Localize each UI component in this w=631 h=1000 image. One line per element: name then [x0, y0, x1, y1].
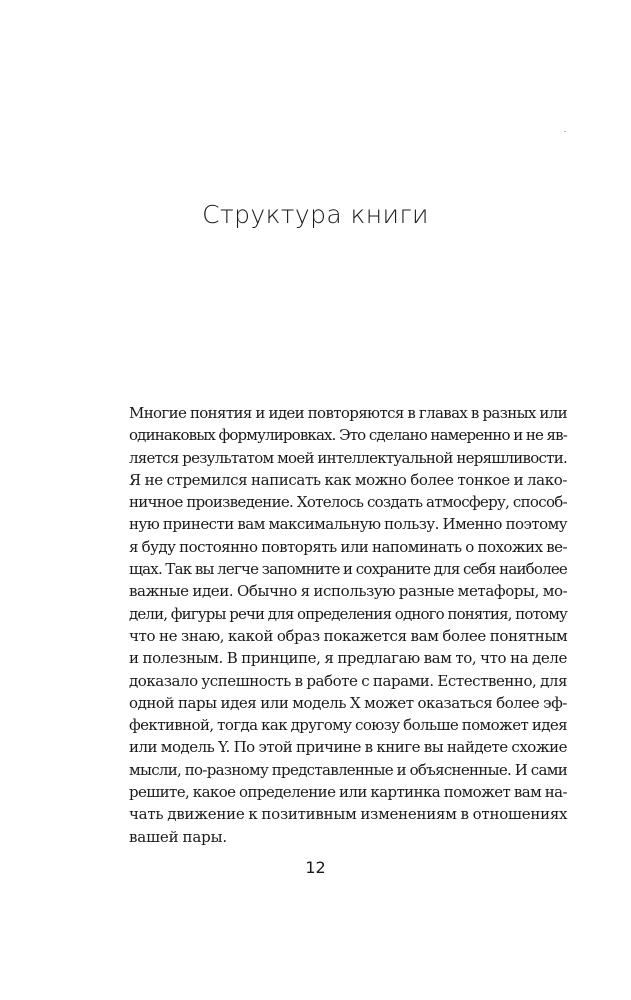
text-line: решите, какое определение или картинка поможет вам на- [129, 783, 567, 802]
corner-dot [564, 131, 566, 132]
text-line: важные идеи. Обычно я использую разные метафоры, мо- [129, 582, 568, 601]
text-line: ную принести вам максимальную пользу. Именно поэтому [129, 515, 567, 534]
text-line: фективной, тогда как другому союзу больше поможет идея [129, 716, 567, 735]
text-line: щах. Так вы легче запомните и сохраните для себя наиболее [129, 560, 567, 579]
text-line: одинаковых формулировках. Это сделано намеренно и не яв- [129, 426, 567, 445]
text-line: мысли, по-разному представленные и объясненные. И сами [129, 760, 567, 779]
text-line: одной пары идея или модель X может оказаться более эф- [129, 693, 567, 712]
text-line: вашей пары. [129, 827, 227, 846]
text-line: дели, фигуры речи для определения одного понятия, потому [129, 604, 567, 623]
text-line: чать движение к позитивным изменениям в отношениях [129, 805, 568, 824]
text-line: что не знаю, какой образ покажется вам более понятным [129, 626, 568, 645]
page-number: 12 [305, 858, 326, 877]
text-line: доказало успешность в работе с парами. Естественно, для [129, 671, 567, 690]
text-line: Многие понятия и идеи повторяются в главах в разных или [129, 404, 567, 422]
text-line: Я не стремился написать как можно более тонкое и лако- [129, 470, 567, 489]
chapter-title: Структура книги [202, 200, 429, 229]
text-line: ляется результатом моей интеллектуальной неряшливости. [129, 448, 567, 467]
text-line: и полезным. В принципе, я предлагаю вам то, что на деле [129, 649, 567, 668]
body-paragraph [129, 402, 567, 848]
text-line: я буду постоянно повторять или напоминать о похожих ве- [129, 537, 567, 556]
text-line: ничное произведение. Хотелось создать атмосферу, способ- [129, 493, 567, 512]
text-line: или модель Y. По этой причине в книге вы найдете схожие [129, 738, 567, 757]
